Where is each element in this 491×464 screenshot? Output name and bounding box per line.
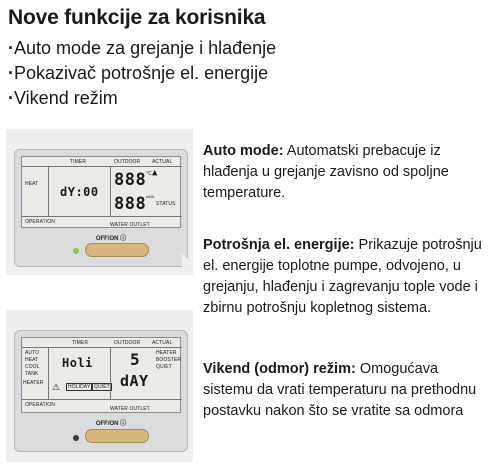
off-on-button[interactable] [85,243,149,257]
operation-label: OPERATION [25,402,55,408]
heat-label: HEAT [25,181,39,187]
timer-label: TIMER [72,340,89,346]
description-energy [203,235,488,319]
outdoor-digits: 888 [114,170,147,190]
off-on-label: OFF/ON ⓘ [95,421,127,427]
lcd-screen [21,156,181,228]
day-display: dAY [120,372,149,390]
feature-item: · Vikend režim [8,86,276,111]
actual-label: ACTUAL [152,340,173,346]
lcd-screen [21,337,181,413]
page-title: Nove funkcije za korisnika [8,6,266,29]
description-title: Auto mode: [203,143,284,159]
holiday-badge: HOLIDAY [68,384,91,390]
actual-label: ACTUAL [152,159,173,165]
quiet-badge: QUIET [94,384,110,390]
power-led [73,435,79,441]
panel-arrow-icon [182,254,194,272]
day-display: dY:00 [60,185,99,199]
water-digits: 888 [114,194,147,214]
unit-celsius: °C [146,171,152,177]
feature-list [8,36,276,111]
feature-item: · Pokazivač potrošnje el. energije [8,61,276,86]
mode-heat: HEAT [25,357,39,363]
booster-label: BOOSTER [156,357,182,363]
controller-panel-auto [6,129,193,275]
outdoor-label: OUTDOOR [114,340,141,346]
status-label: STATUS [156,201,176,207]
water-outlet-label: WATER OUTLET [110,222,150,228]
operation-label: OPERATION [25,219,55,225]
holi-display: Holi [62,356,93,370]
timer-label: TIMER [70,159,87,165]
remote-controller [14,330,188,452]
mode-tank: TANK [25,371,39,377]
mode-auto: AUTO [25,350,40,356]
heater-label: HEATER [156,350,177,356]
description-text: Automatski prebacuje iz hlađenja u grejanje zavisno od spoljne temperature. [203,143,449,201]
mode-heater: HEATER [23,380,44,386]
off-on-label: OFF/ON ⓘ [95,236,127,242]
top-digit: 5 [130,350,141,369]
description-title: Potrošnja el. energije: [203,237,355,253]
power-led [73,248,79,254]
mode-cool: COOL [25,364,40,370]
feature-item: · Auto mode za grejanje i hlađenje [8,36,276,61]
description-auto-mode [203,141,488,204]
water-outlet-label: WATER OUTLET [110,406,150,412]
off-on-button[interactable] [85,429,149,443]
unit-kwh: kWh [146,194,155,199]
controller-panel-holiday [6,310,193,462]
arrow-up-icon: ▲ [152,168,158,178]
description-text: Omogućava sistemu da vrati temperaturu na prethodnu postavku nakon što se vratite sa odmora [203,361,477,419]
description-holiday [203,359,488,422]
outdoor-label: OUTDOOR [114,159,141,165]
warning-icon: ⚠ [52,382,61,392]
quiet-label: QUIET [156,364,172,370]
description-text: Prikazuje potrošnju el. energije toplotne pumpe, odvojeno, u grejanju, hlađenju i zagrevanju tople vode i zbirnu potrošnju kopletnog sistema. [203,237,482,316]
description-title: Vikend (odmor) režim: [203,361,356,377]
remote-controller [14,149,188,267]
